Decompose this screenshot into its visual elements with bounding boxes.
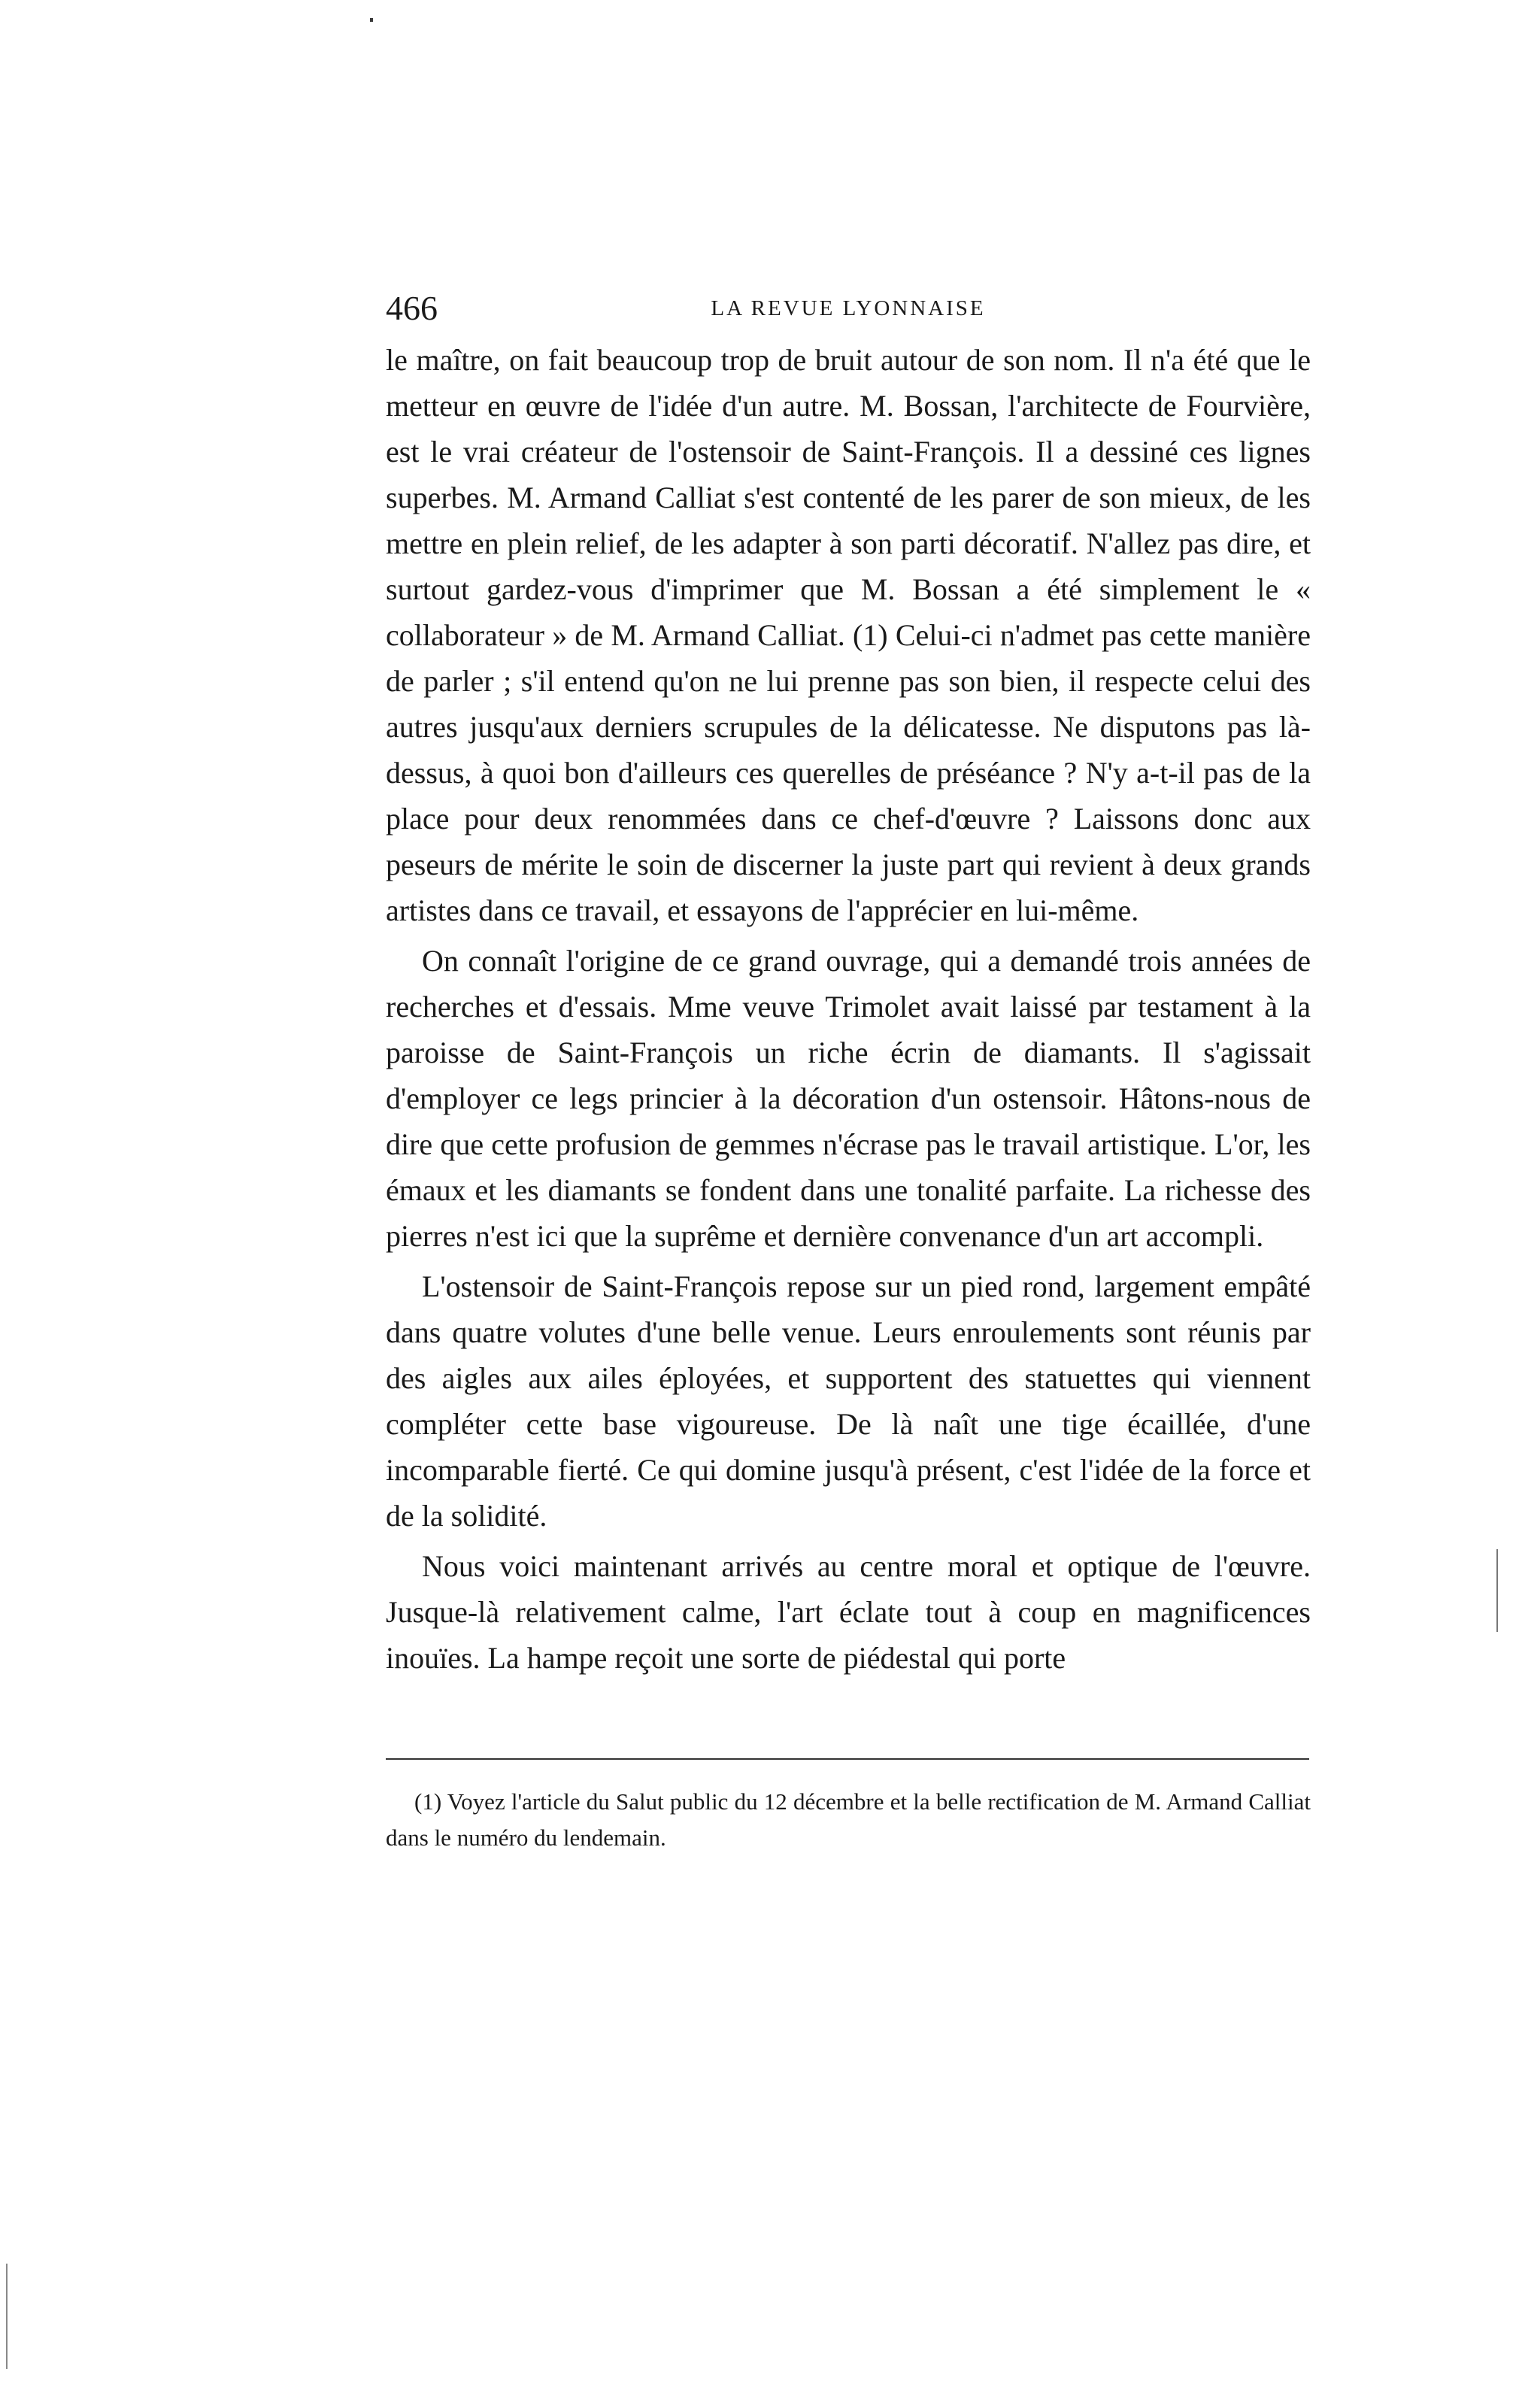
scan-margin-line	[6, 2264, 8, 2369]
page-header	[386, 286, 1311, 331]
paragraph-3: L'ostensoir de Saint-François repose sur un pied rond, largement empâté dans quatre volutes d'une belle venue. Leurs enroulements sont réunis par des aigles aux ailes éployées, et supportent des statuettes qui viennent compléter cette base vigoureuse. De là naît une tige écaillée, d'une incomparable fierté. Ce qui domine jusqu'à présent, c'est l'idée de la force et de la solidité.	[386, 1269, 1311, 1533]
running-head: LA REVUE LYONNAISE	[711, 296, 986, 320]
body-text	[386, 337, 1311, 1681]
scan-margin-line	[1496, 1549, 1498, 1632]
paragraph-1: le maître, on fait beaucoup trop de bruit autour de son nom. Il n'a été que le metteur en œuvre de l'idée d'un autre. M. Bossan, l'architecte de Fourvière, est le vrai créateur de l'ostensoir de Saint-François. Il a dessiné ces lignes superbes. M. Armand Calliat s'est contenté de les parer de son mieux, de les mettre en plein relief, de les adapter à son parti décoratif. N'allez pas dire, et surtout gardez-vous d'imprimer que M. Bossan a été simplement le « collaborateur » de M. Armand Calliat. (1) Celui-ci n'admet pas cette manière de parler ; s'il entend qu'on ne lui prenne pas son bien, il respecte celui des autres jusqu'aux derniers scrupules de la délicatesse. Ne disputons pas là-dessus, à quoi bon d'ailleurs ces querelles de préséance ? N'y a-t-il pas de la place pour deux renommées dans ce chef-d'œuvre ? Laissons donc aux peseurs de mérite le soin de discerner la juste part qui revient à deux grands artistes dans ce travail, et essayons de l'apprécier en lui-même.	[386, 343, 1311, 927]
footnote: (1) Voyez l'article du Salut public du 12 décembre et la belle rectification de M. Armand Calliat dans le numéro du lendemain.	[386, 1788, 1311, 1851]
paragraph-4: Nous voici maintenant arrivés au centre moral et optique de l'œuvre. Jusque-là relativement calme, l'art éclate tout à coup en magnificences inouïes. La hampe reçoit une sorte de piédestal qui porte	[386, 1549, 1311, 1675]
footnote-rule	[386, 1758, 1309, 1760]
page-number: 466	[386, 289, 438, 327]
paragraph-2: On connaît l'origine de ce grand ouvrage, qui a demandé trois années de recherches et d'essais. Mme veuve Trimolet avait laissé par testament à la paroisse de Saint-François un riche écrin de diamants. Il s'agissait d'employer ce legs princier à la décoration d'un ostensoir. Hâtons-nous de dire que cette profusion de gemmes n'écrase pas le travail artistique. L'or, les émaux et les diamants se fondent dans une tonalité parfaite. La richesse des pierres n'est ici que la suprême et dernière convenance d'un art accompli.	[386, 944, 1311, 1253]
scan-speck	[370, 18, 373, 22]
